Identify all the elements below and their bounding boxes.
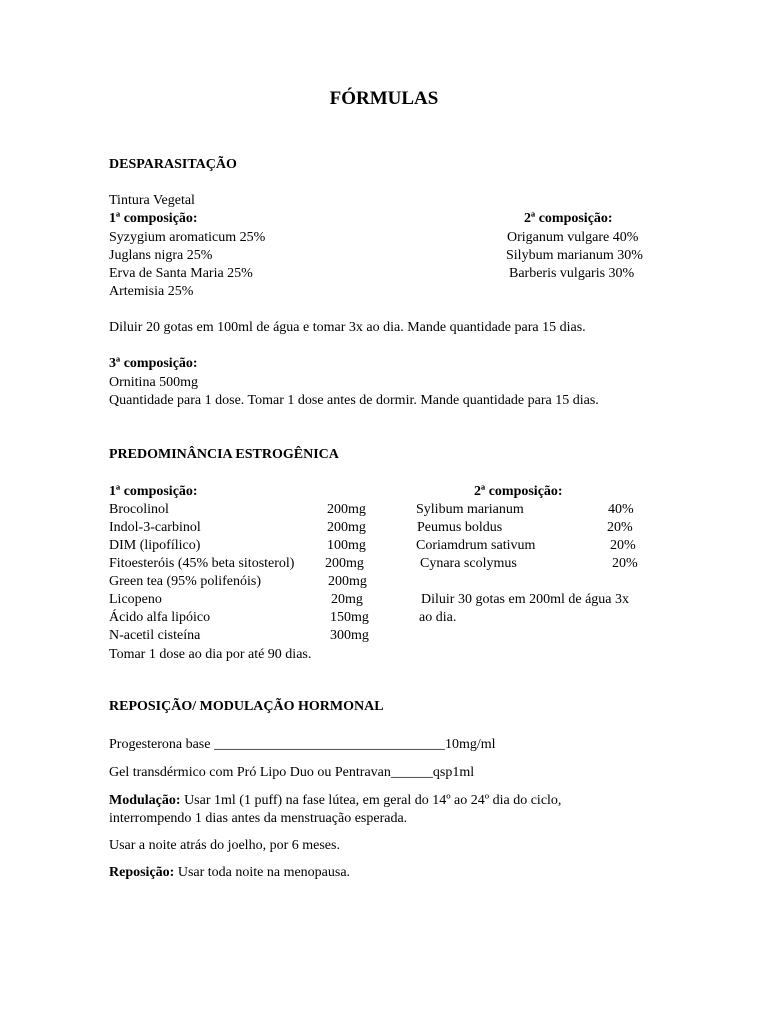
ingredient-dose: 150mg <box>330 610 369 625</box>
section-heading-reposicao: REPOSIÇÃO/ MODULAÇÃO HORMONAL <box>109 699 384 714</box>
herb-pct: 20% <box>607 520 633 535</box>
comp2-item: Barberis vulgaris 30% <box>509 266 635 281</box>
gel-qsp: qsp1ml <box>432 765 475 780</box>
gel-line <box>109 764 474 782</box>
section-heading-desparasitacao: DESPARASITAÇÃO <box>109 157 237 172</box>
ingredient-name: Fitoesteróis (45% beta sitosterol) <box>109 556 295 571</box>
herb-name: Peumus boldus <box>417 520 503 535</box>
ingredient-dose: 200mg <box>327 502 366 517</box>
herb-name: Cynara scolymus <box>420 556 517 571</box>
gel-text: Gel transdérmico com Pró Lipo Duo ou Pentravan <box>109 765 391 780</box>
ingredient-name: N-acetil cisteína <box>109 628 201 643</box>
comp1-instructions: Tomar 1 dose ao dia por até 90 dias. <box>109 647 312 662</box>
fill-blank: ______ <box>390 765 433 780</box>
progesterona-line <box>109 736 496 754</box>
ingredient-dose: 200mg <box>327 520 366 535</box>
comp1-item: Erva de Santa Maria 25% <box>109 266 253 281</box>
comp1-item: Artemisia 25% <box>109 284 194 299</box>
comp1-item: Syzygium aromaticum 25% <box>109 230 266 245</box>
comp1-label: 1ª composição: <box>109 211 198 226</box>
ingredient-dose: 20mg <box>331 592 363 607</box>
comp1-label: 1ª composição: <box>109 484 198 499</box>
ingredient-name: Ácido alfa lipóico <box>109 610 211 625</box>
herb-pct: 20% <box>610 538 636 553</box>
ingredient-dose: 100mg <box>327 538 366 553</box>
ingredient-name: Brocolinol <box>109 502 169 517</box>
herb-pct: 40% <box>608 502 634 517</box>
ingredient-dose: 300mg <box>330 628 369 643</box>
ingredient-dose: 200mg <box>325 556 364 571</box>
subtitle-tintura: Tintura Vegetal <box>109 193 195 208</box>
herb-pct: 20% <box>612 556 638 571</box>
extra-note: Usar a noite atrás do joelho, por 6 meses. <box>109 838 340 853</box>
modulacao-text: Usar 1ml (1 puff) na fase lútea, em geral do 14º ao 24º dia do ciclo, <box>184 793 562 808</box>
ingredient-name: Green tea (95% polifenóis) <box>109 574 261 589</box>
comp2-label: 2ª composição: <box>524 211 613 226</box>
comp3-label: 3ª composição: <box>109 356 198 371</box>
comp2-item: Origanum vulgare 40% <box>507 230 639 245</box>
ingredient-name: DIM (lipofílico) <box>109 538 201 553</box>
comp2-item: Silybum marianum 30% <box>506 248 643 263</box>
progesterona-dose: 10mg/ml <box>444 737 496 752</box>
reposicao-text: Usar toda noite na menopausa. <box>177 865 351 880</box>
modulacao-continuation: interrompendo 1 dias antes da menstruação esperada. <box>109 811 408 826</box>
comp2-instructions: Diluir 30 gotas em 200ml de água 3x <box>421 592 630 607</box>
comp3-instructions: Quantidade para 1 dose. Tomar 1 dose antes de dormir. Mande quantidade para 15 dias. <box>109 393 599 408</box>
ingredient-name: Indol-3-carbinol <box>109 520 201 535</box>
comp2-label: 2ª composição: <box>474 484 563 499</box>
reposicao-line <box>109 864 350 882</box>
comp2-instructions: ao dia. <box>419 610 457 625</box>
comp3-item: Ornitina 500mg <box>109 375 199 390</box>
instructions: Diluir 20 gotas em 100ml de água e tomar 3x ao dia. Mande quantidade para 15 dias. <box>109 320 586 335</box>
reposicao-label: Reposição: <box>109 865 175 880</box>
section-heading-predominancia: PREDOMINÂNCIA ESTROGÊNICA <box>109 447 339 462</box>
comp1-item: Juglans nigra 25% <box>109 248 213 263</box>
modulacao-line <box>109 792 561 810</box>
ingredient-dose: 200mg <box>328 574 367 589</box>
progesterona-text: Progesterona base <box>109 737 214 752</box>
page-title: FÓRMULAS <box>329 88 439 109</box>
fill-blank: _________________________________ <box>213 737 445 752</box>
ingredient-name: Licopeno <box>109 592 162 607</box>
herb-name: Coriamdrum sativum <box>416 538 536 553</box>
modulacao-label: Modulação: <box>109 793 181 808</box>
herb-name: Sylibum marianum <box>416 502 524 517</box>
